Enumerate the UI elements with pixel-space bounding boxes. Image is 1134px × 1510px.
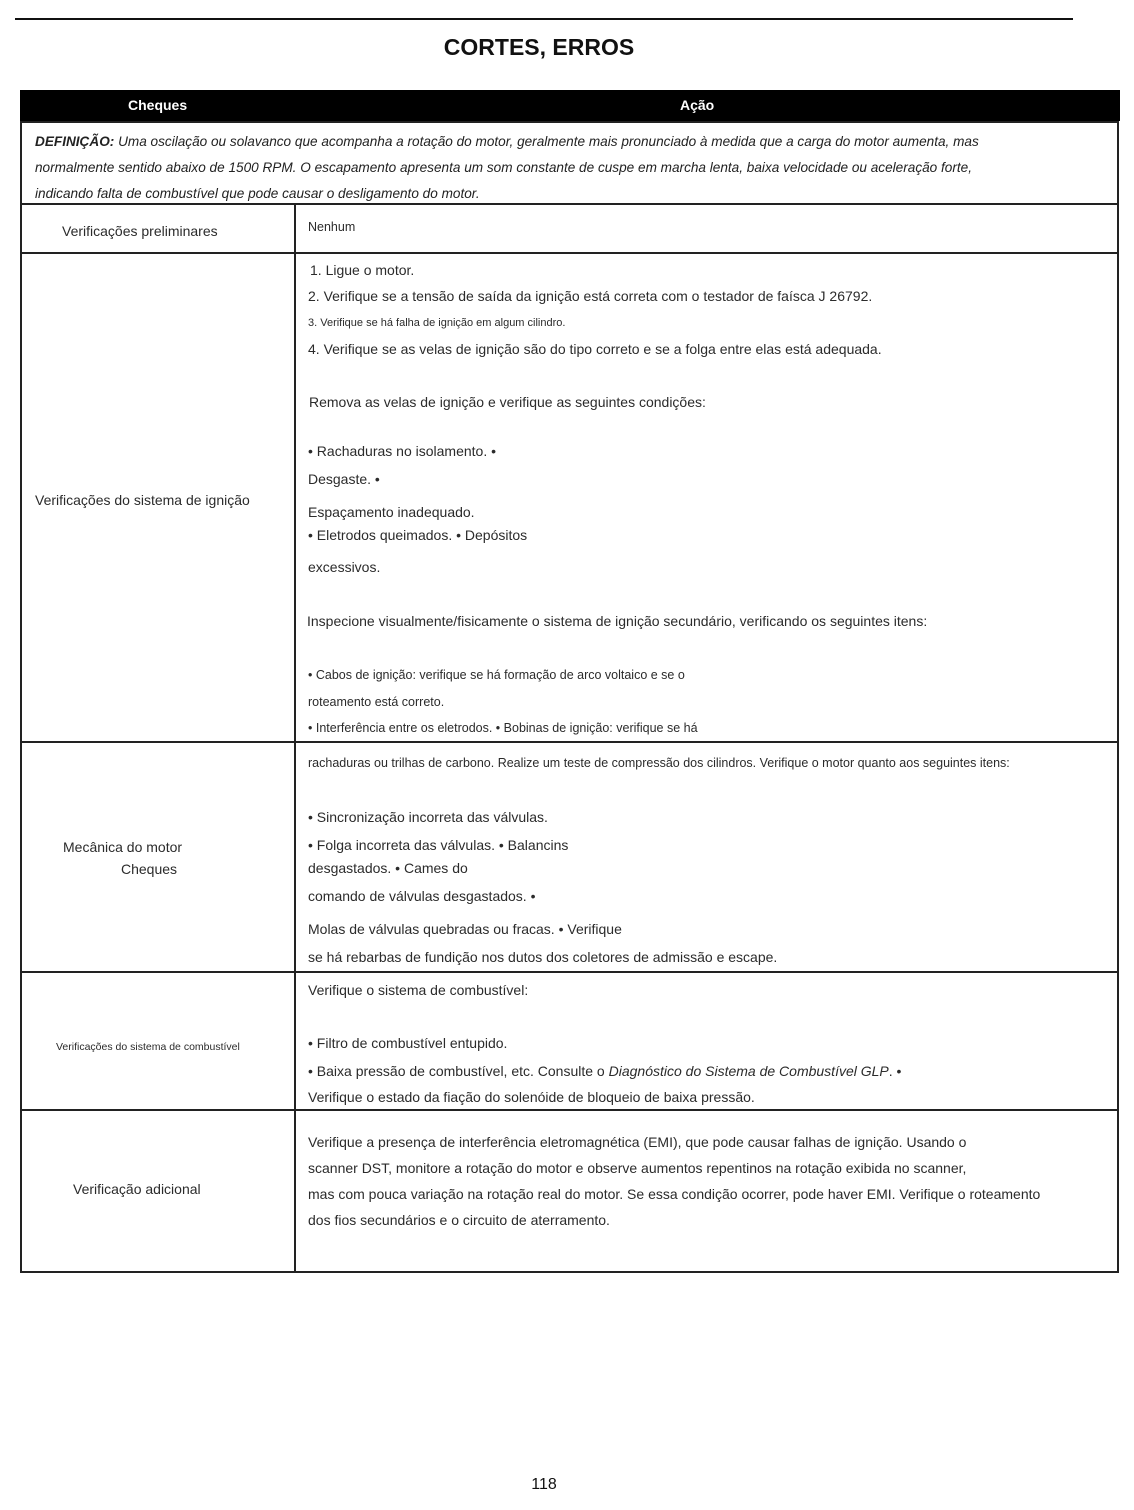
additional-action-line: scanner DST, monitore a rotação do motor e observe aumentos repentinos na rotação exibida no scanner,	[308, 1160, 967, 1176]
top-rule	[15, 18, 1073, 20]
mechanical-action-line: desgastados. • Cames do	[308, 860, 468, 876]
ignition-action-line: excessivos.	[308, 559, 381, 575]
preliminary-check-label: Verificações preliminares	[62, 223, 218, 239]
ignition-action-line: Inspecione visualmente/fisicamente o sistema de ignição secundário, verificando os seguintes itens:	[307, 613, 928, 629]
fuel-action-line: Verifique o sistema de combustível:	[308, 982, 529, 998]
row-divider	[20, 971, 1119, 973]
mechanical-check-label: Cheques	[121, 861, 178, 877]
additional-action-line: Verifique a presença de interferência eletromagnética (EMI), que pode causar falhas de ignição. Usando o	[308, 1134, 967, 1150]
fuel-action-line: Verifique o estado da fiação do solenóide de bloqueio de baixa pressão.	[308, 1089, 755, 1105]
column-divider	[294, 203, 296, 1272]
fuel-action-line	[308, 1062, 901, 1080]
definition-line: normalmente sentido abaixo de 1500 RPM. O escapamento apresenta um som constante de cuspe em marcha lenta, baixa velocidade ou aceleração forte,	[35, 160, 972, 175]
preliminary-action: Nenhum	[308, 220, 356, 234]
mechanical-action-line: Molas de válvulas quebradas ou fracas. • Verifique	[308, 921, 622, 937]
header-action: Ação	[680, 97, 715, 113]
ignition-action-line: 2. Verifique se a tensão de saída da ignição está correta com o testador de faísca J 26792.	[308, 288, 873, 304]
header-checks: Cheques	[128, 97, 188, 113]
page-number: 118	[531, 1476, 557, 1493]
ignition-action-line: • Interferência entre os eletrodos. • Bobinas de ignição: verifique se há	[308, 721, 698, 735]
ignition-action-line: Desgaste. •	[308, 471, 380, 487]
mechanical-action-line: • Sincronização incorreta das válvulas.	[308, 809, 548, 825]
additional-check-label: Verificação adicional	[73, 1181, 201, 1197]
definition-text	[35, 129, 1105, 207]
page-title: CORTES, ERROS	[443, 34, 635, 60]
mechanical-action-line: • Folga incorreta das válvulas. • Balancins	[308, 837, 569, 853]
ignition-check-label: Verificações do sistema de ignição	[35, 492, 250, 508]
additional-action-line: dos fios secundários e o circuito de aterramento.	[308, 1212, 610, 1228]
fuel-action-text: • Baixa pressão de combustível, etc. Consulte o	[308, 1063, 609, 1079]
ignition-action-line: • Cabos de ignição: verifique se há formação de arco voltaico e se o	[308, 668, 685, 682]
definition-line: indicando falta de combustível que pode causar o desligamento do motor.	[35, 186, 480, 201]
ignition-action-line: • Rachaduras no isolamento. •	[308, 443, 497, 459]
mechanical-action-line: comando de válvulas desgastados. •	[308, 888, 536, 904]
mechanical-action-line: se há rebarbas de fundição nos dutos dos coletores de admissão e escape.	[308, 949, 778, 965]
ignition-action-line: Remova as velas de ignição e verifique as seguintes condições:	[309, 394, 706, 410]
table-header	[20, 90, 1120, 121]
definition-line: Uma oscilação ou solavanco que acompanha a rotação do motor, geralmente mais pronunciado à medida que a carga do motor aumenta, mas	[114, 134, 979, 149]
mechanical-action-line: rachaduras ou trilhas de carbono. Realize um teste de compressão dos cilindros. Verifique o motor quanto aos seguintes itens:	[308, 756, 1010, 770]
fuel-action-line: • Filtro de combustível entupido.	[308, 1035, 508, 1051]
ignition-action-line: 3. Verifique se há falha de ignição em algum cilindro.	[308, 317, 566, 329]
ignition-action-line: 1. Ligue o motor.	[310, 262, 415, 278]
definition-label: DEFINIÇÃO:	[35, 134, 115, 149]
fuel-diagnostic-reference: Diagnóstico do Sistema de Combustível GLP	[608, 1063, 889, 1079]
row-divider	[20, 741, 1119, 743]
fuel-check-label: Verificações do sistema de combustível	[56, 1041, 240, 1053]
ignition-action-line: roteamento está correto.	[308, 695, 445, 709]
ignition-action-line: • Eletrodos queimados. • Depósitos	[308, 527, 528, 543]
mechanical-check-label: Mecânica do motor	[63, 839, 183, 855]
row-divider	[20, 1109, 1119, 1111]
fuel-action-text: . •	[888, 1063, 902, 1079]
row-divider	[20, 252, 1119, 254]
ignition-action-line: 4. Verifique se as velas de ignição são do tipo correto e se a folga entre elas está adequada.	[308, 341, 882, 357]
additional-action-line: mas com pouca variação na rotação real do motor. Se essa condição ocorrer, pode haver EMI. Verifique o roteamento	[308, 1186, 1041, 1202]
ignition-action-line: Espaçamento inadequado.	[308, 504, 475, 520]
